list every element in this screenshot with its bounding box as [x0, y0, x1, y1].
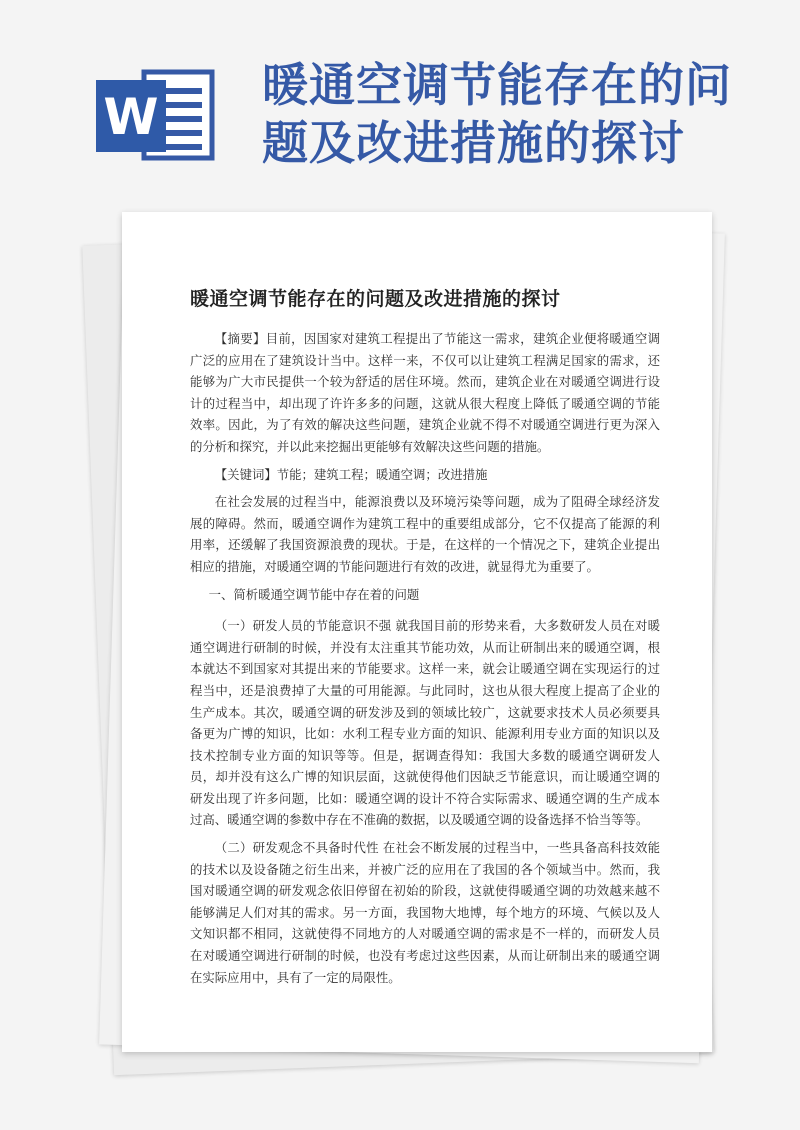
- abstract-paragraph: 【摘要】目前，因国家对建筑工程提出了节能这一需求，建筑企业便将暖通空调广泛的应用在了建筑设计当中。这样一来，不仅可以让建筑工程满足国家的需求，还能够为广大市民提供一个较为舒适的居住环境。然而，建筑企业在对暖通空调进行设计的过程当中，却出现了许许多多的问题，这就从很大程度上降低了暖通空调的节能效率。因此，为了有效的解决这些问题，建筑企业就不得不对暖通空调进行更为深入的分析和探究，并以此来挖掘出更能够有效解决这些问题的措施。: [190, 331, 660, 454]
- body-paragraph: （二）研发观念不具备时代性 在社会不断发展的过程当中，一些具备高科技效能的技术以及设备随之衍生出来，并被广泛的应用在了我国的各个领域当中。然而，我国对暖通空调的研发观念依旧停留在初始的阶段，这就使得暖通空调的功效越来越不能够满足人们对其的需求。另一方面，我国物大地博，每个地方的环境、气候以及人文知识都不相同，这就使得不同地方的人对暖通空调的需求是不一样的，而研发人员在对暖通空调进行研制的时候，也没有考虑过这些因素，从而让研制出来的暖通空调在实际应用中，具有了一定的局限性。: [190, 840, 660, 985]
- body-paragraph: （一）研发人员的节能意识不强 就我国目前的形势来看，大多数研发人员在对暖通空调进行研制的时候，并没有太注重其节能功效，从而让研制出来的暖通空调，根本就达不到国家对其提出来的节能要求。这样一来，就会让暖通空调在实现运行的过程当中，还是浪费掉了大量的可用能源。与此同时，这也从很大程度上提高了企业的生产成本。其次，暖通空调的研发涉及到的领域比较广，这就要求技术人员必须要具备更为广博的知识，比如：水利工程专业方面的知识、能源利用专业方面的知识以及技术控制专业方面的知识等等。但是，据调查得知：我国大多数的暖通空调研发人员，却并没有这么广博的知识层面，这就使得他们因缺乏节能意识，而让暖通空调的研发出现了许多问题，比如：暖通空调的设计不符合实际需求、暖通空调的生产成本过高、暖通空调的参数中存在不准确的数据，以及暖通空调的设备选择不恰当等等。: [190, 618, 660, 828]
- document-title: 暖通空调节能存在的问题及改进措施的探讨: [190, 288, 561, 310]
- section-heading: 一、简析暖通空调节能中存在着的问题: [208, 586, 420, 602]
- banner-title: 暖通空调节能存在的问题及改进措施的探讨: [262, 58, 732, 170]
- keywords-paragraph: 【关键词】节能；建筑工程；暖通空调；改进措施: [214, 466, 488, 482]
- svg-text:W: W: [103, 88, 159, 146]
- intro-paragraph: 在社会发展的过程当中，能源浪费以及环境污染等问题，成为了阻碍全球经济发展的障碍。然而，暖通空调作为建筑工程中的重要组成部分，它不仅提高了能源的利用率，还缓解了我国资源浪费的现状。于是，在这样的一个情况之下，建筑企业提出相应的措施，对暖通空调的节能问题进行有效的改进，就显得尤为重要了。: [190, 494, 660, 574]
- document-body: [190, 328, 660, 994]
